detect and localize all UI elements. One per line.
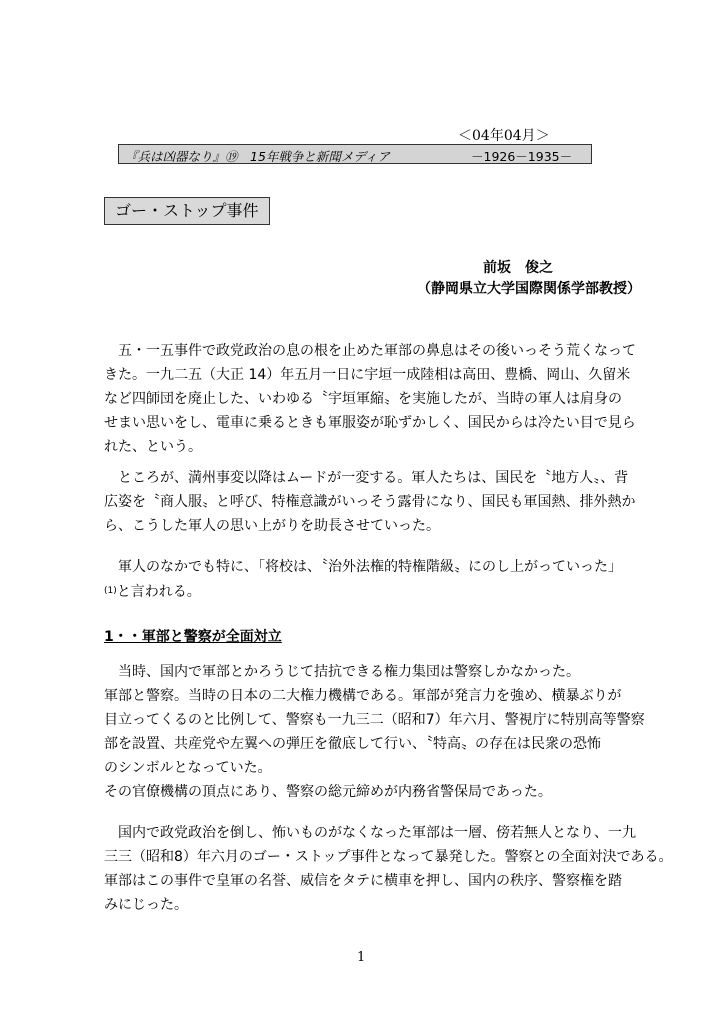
text-line: 当時、国内で軍部とかろうじて拮抗できる権力集団は警察しかなかった。 [104,664,580,680]
text-line: 軍人のなかでも特に、「将校は、〝治外法権的特権階級〟にのし上がっていった」 [104,559,622,575]
text-line: のシンボルとなっていた。 [104,760,272,776]
text-line: みにじった。 [104,897,188,913]
text-line: 軍部はこの事件で皇軍の名誉、威信をタテに横車を押し、国内の秩序、警察権を踏 [104,873,622,889]
section-heading: 1・・軍部と警察が全面対立 [104,629,282,645]
text-line: 三三（昭和8）年六月のゴー・ストップ事件となって暴発した。警察との全面対決である。 [104,849,673,865]
paragraph-2 [104,466,634,538]
author-name: 前坂 俊之 [483,260,553,276]
text-line: せまい思いをし、電車に乗るときも軍服姿が恥ずかしく、国民からは冷たい目で見ら [104,415,636,431]
issue-date: ＜04年04月＞ [458,128,550,144]
footnote-ref: (1) [104,586,117,596]
text-line: ら、こうした軍人の思い上がりを助長させていった。 [104,518,440,534]
series-banner [118,144,592,164]
text-line: 部を設置、共産党や左翼への弾圧を徹底して行い、〝特高〟の存在は民衆の恐怖 [104,736,601,752]
text-line: きた。一九二五（大正 14）年五月一日に宇垣一成陸相は高田、豊橋、岡山、久留米 [104,367,631,383]
text-fragment: と言われる。 [116,584,201,600]
series-range: －1926－1935－ [471,149,573,164]
text-line: その官僚機構の頂点にあり、警察の総元締めが内務省警保局であった。 [104,784,552,800]
series-title: 『兵は凶器なり』⑲ 15年戦争と新聞メディア [125,149,390,164]
text-line: れた、という。 [104,439,202,455]
paragraph-1 [104,339,634,459]
text-line: 五・一五事件で政党政治の息の根を止めた軍部の鼻息はその後いっそう荒くなって [104,343,636,359]
text-line: 目立ってくるのと比例して、警察も一九三二（昭和7）年六月、警視庁に特別高等警察 [104,712,645,728]
text-line: ところが、満州事変以降はムードが一変する。軍人たちは、国民を〝地方人〟、背 [104,470,629,486]
text-line: 広姿を〝商人服〟と呼び、特権意識がいっそう露骨になり、国民も軍国熱、排外熱か [104,494,636,510]
article-title: ゴー・ストップ事件 [104,197,270,225]
paragraph-3 [104,555,634,603]
page-number: 1 [357,950,366,965]
author-affiliation: （静岡県立大学国際関係学部教授） [417,281,641,297]
text-line: 国内で政党政治を倒し、怖いものがなくなった軍部は一層、傍若無人となり、一九 [104,825,636,841]
text-line: 軍部と警察。当時の日本の二大権力機構である。軍部が発言力を強め、横暴ぶりが [104,688,622,704]
text-line [104,579,634,603]
paragraph-5 [104,821,673,917]
paragraph-4 [104,660,645,804]
text-line: など四師団を廃止した、いわゆる〝宇垣軍縮〟を実施したが、当時の軍人は肩身の [104,391,622,407]
